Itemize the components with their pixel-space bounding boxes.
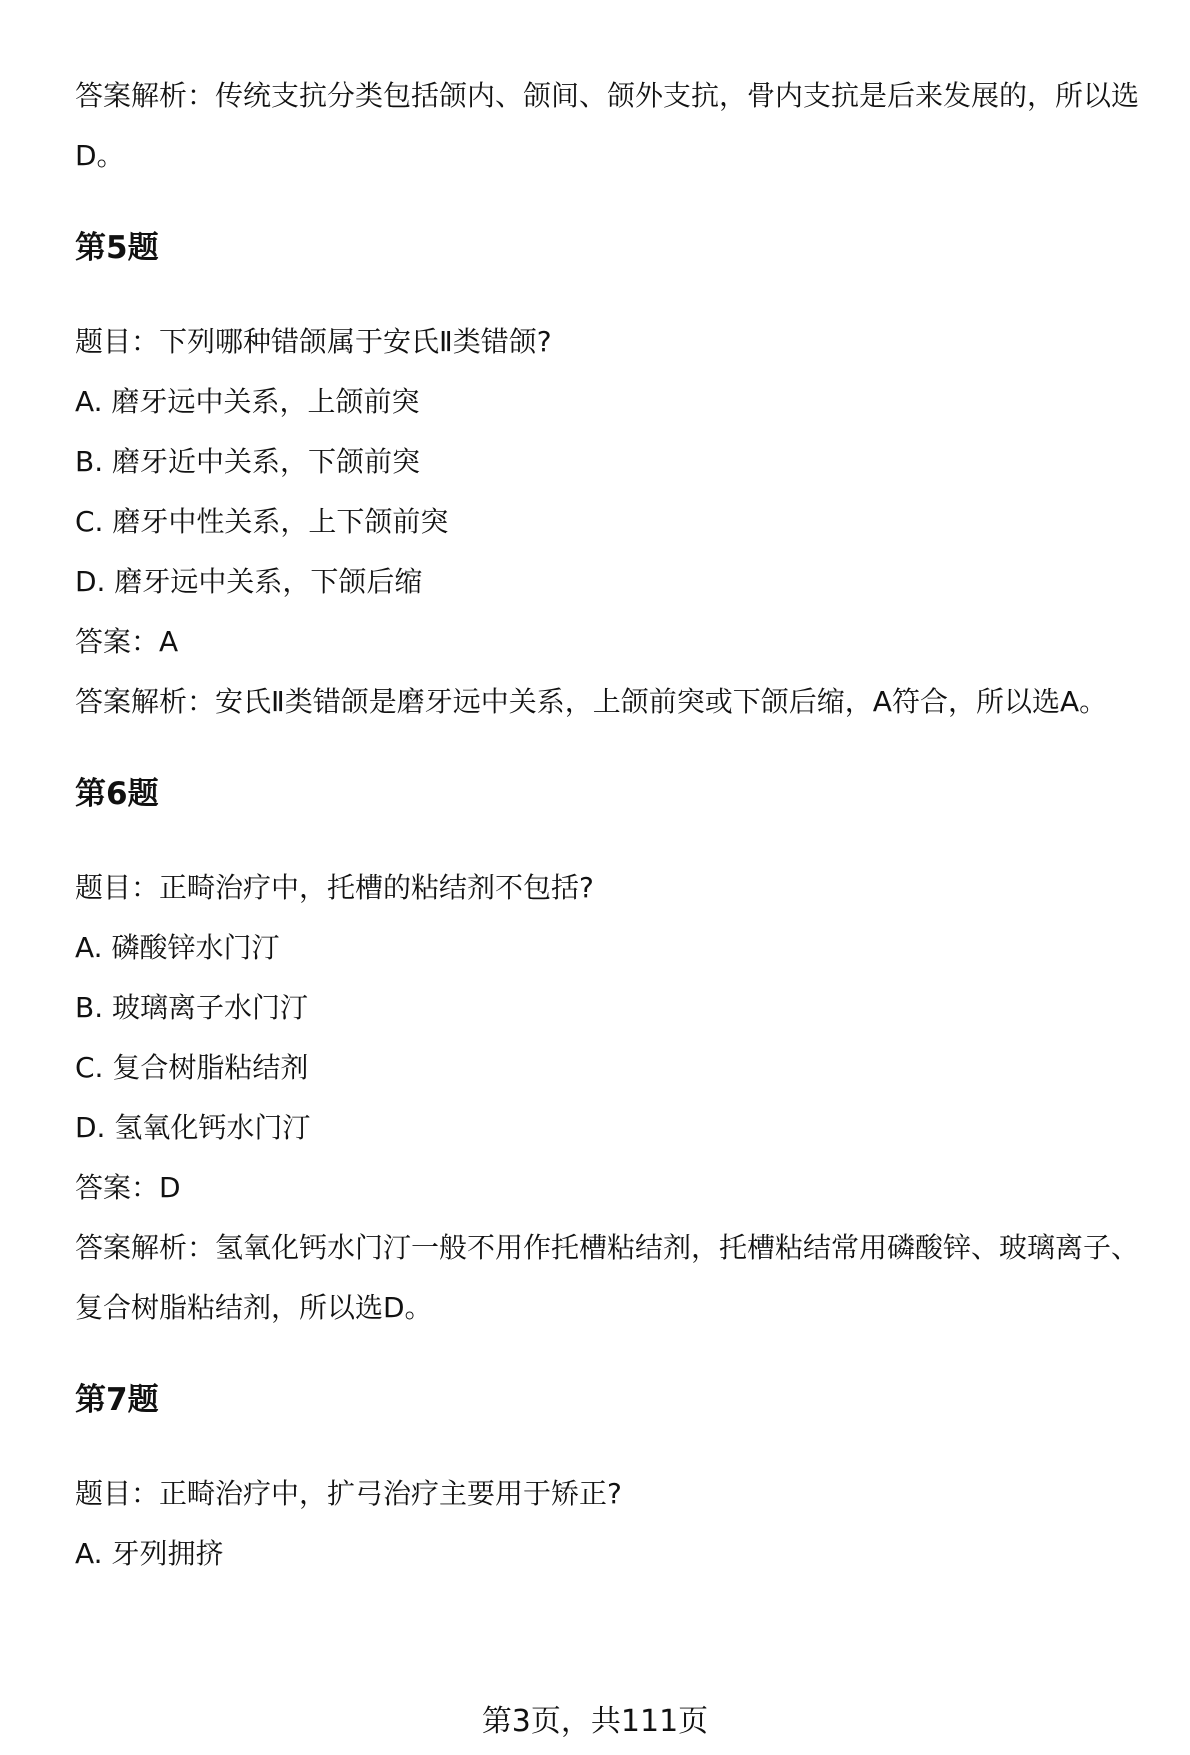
answer-explanation: 答案解析：安氏Ⅱ类错颌是磨牙远中关系，上颌前突或下颌后缩，A符合，所以选A。 (75, 685, 1108, 718)
question-prompt: 题目：正畸治疗中，扩弓治疗主要用于矫正? (75, 1477, 622, 1510)
question-5 (75, 228, 1165, 732)
option-c: C. 磨牙中性关系，上下颌前突 (75, 505, 449, 538)
answer: 答案：A (75, 625, 179, 658)
page-footer: 第3页，共111页 (481, 1704, 709, 1739)
question-7 (75, 1380, 1165, 1584)
question-prompt: 题目：下列哪种错颌属于安氏Ⅱ类错颌? (75, 325, 552, 358)
option-d: D. 磨牙远中关系，下颌后缩 (75, 565, 423, 598)
explanation-text: 传统支抗分类包括颌内、颌间、颌外支抗，骨内支抗是后来发展的，所以选D。 (75, 79, 1140, 172)
question-heading: 第5题 (75, 230, 159, 266)
option-d: D. 氢氧化钙水门汀 (75, 1111, 311, 1144)
page-content (75, 66, 1165, 1584)
answer: 答案：D (75, 1171, 181, 1204)
question-6 (75, 774, 1165, 1338)
explanation-label: 答案解析： (75, 79, 216, 112)
previous-explanation (75, 66, 1165, 186)
answer-explanation: 答案解析：氢氧化钙水门汀一般不用作托槽粘结剂，托槽粘结常用磷酸锌、玻璃离子、复合树脂粘结剂，所以选D。 (75, 1231, 1140, 1324)
question-prompt: 题目：正畸治疗中，托槽的粘结剂不包括? (75, 871, 594, 904)
option-c: C. 复合树脂粘结剂 (75, 1051, 309, 1084)
option-a: A. 牙列拥挤 (75, 1537, 224, 1570)
question-heading: 第6题 (75, 776, 159, 812)
option-b: B. 磨牙近中关系，下颌前突 (75, 445, 421, 478)
option-b: B. 玻璃离子水门汀 (75, 991, 309, 1024)
option-a: A. 磨牙远中关系，上颌前突 (75, 385, 420, 418)
option-a: A. 磷酸锌水门汀 (75, 931, 280, 964)
question-heading: 第7题 (75, 1382, 159, 1418)
